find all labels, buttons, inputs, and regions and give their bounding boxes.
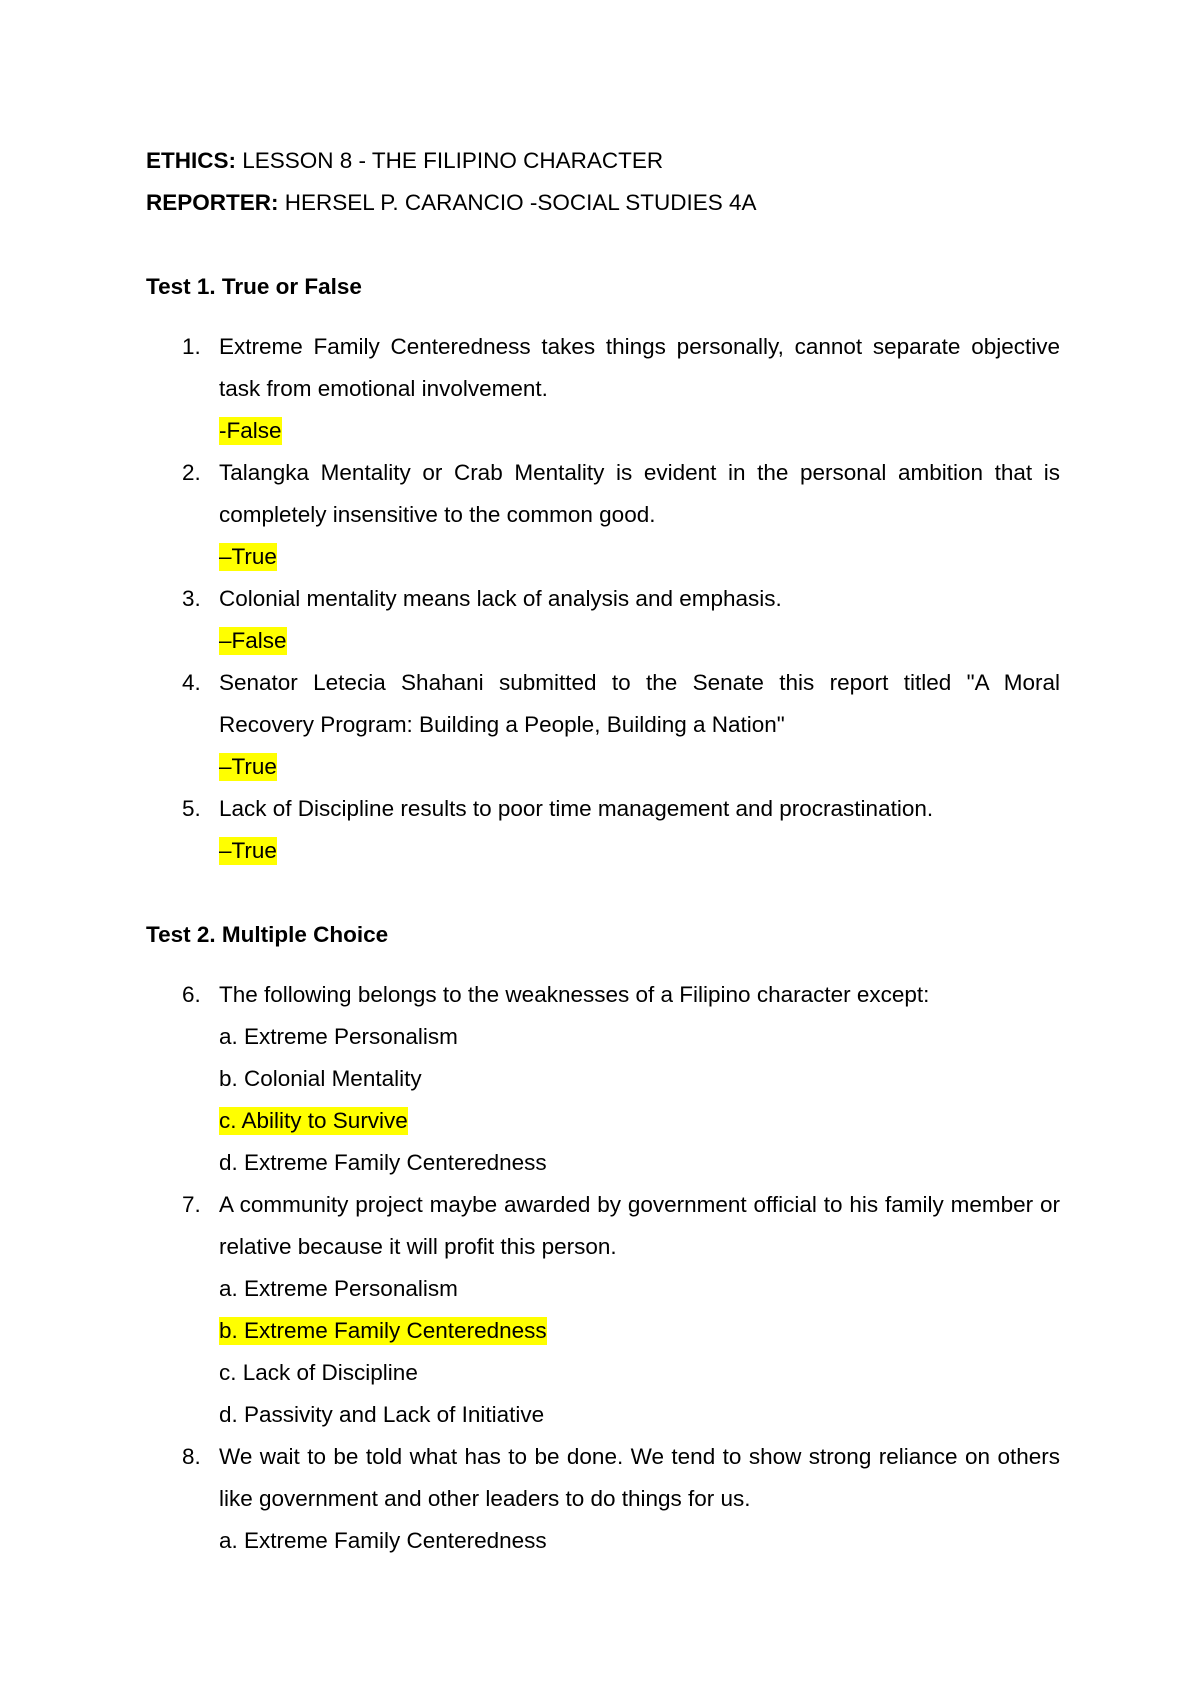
question-text: Colonial mentality means lack of analysis and emphasis.: [219, 586, 782, 611]
choice-option: b. Colonial Mentality: [219, 1066, 422, 1091]
choice-option: a. Extreme Personalism: [219, 1276, 458, 1301]
question-text: The following belongs to the weaknesses of a Filipino character except:: [219, 982, 930, 1007]
lesson-title: LESSON 8 - THE FILIPINO CHARACTER: [236, 148, 664, 173]
item-number: 2.: [182, 460, 201, 485]
test2-heading: Test 2. Multiple Choice: [146, 922, 389, 947]
item-number: 6.: [182, 982, 201, 1007]
reporter-line: [146, 182, 1060, 224]
test1-list: [146, 326, 1060, 872]
question-text: A community project maybe awarded by government official to his family member or relative because it will profit this person.: [219, 1192, 1060, 1259]
question-text: Extreme Family Centeredness takes things personally, cannot separate objective task from emotional involvement.: [219, 334, 1060, 401]
item-number: 3.: [182, 586, 201, 611]
list-item: [146, 1184, 1060, 1436]
item-number: 4.: [182, 670, 201, 695]
list-item: [146, 452, 1060, 578]
answer-highlight: –True: [219, 754, 277, 779]
list-item: [146, 578, 1060, 662]
answer-highlight: –True: [219, 544, 277, 569]
list-item: [146, 974, 1060, 1184]
list-item: [146, 788, 1060, 872]
item-number: 5.: [182, 796, 201, 821]
answer-highlight: -False: [219, 418, 282, 443]
choice-option-answer: b. Extreme Family Centeredness: [219, 1318, 547, 1343]
test2-list: [146, 974, 1060, 1562]
test1-heading: Test 1. True or False: [146, 274, 362, 299]
reporter-label: REPORTER:: [146, 190, 279, 215]
list-item: [146, 662, 1060, 788]
item-number: 7.: [182, 1192, 201, 1217]
item-number: 1.: [182, 334, 201, 359]
question-text: We wait to be told what has to be done. We tend to show strong reliance on others like government and other leaders to do things for us.: [219, 1444, 1060, 1511]
ethics-label: ETHICS:: [146, 148, 236, 173]
item-number: 8.: [182, 1444, 201, 1469]
list-item: [146, 1436, 1060, 1562]
choice-option: d. Extreme Family Centeredness: [219, 1150, 547, 1175]
answer-highlight: –False: [219, 628, 287, 653]
list-item: [146, 326, 1060, 452]
question-text: Lack of Discipline results to poor time management and procrastination.: [219, 796, 934, 821]
choice-option-answer: c. Ability to Survive: [219, 1108, 408, 1133]
title-line: [146, 140, 1060, 182]
question-text: Talangka Mentality or Crab Mentality is evident in the personal ambition that is completely insensitive to the common good.: [219, 460, 1060, 527]
document-page: [146, 140, 1060, 1562]
reporter-name: HERSEL P. CARANCIO -SOCIAL STUDIES 4A: [278, 190, 757, 215]
choice-option: a. Extreme Family Centeredness: [219, 1528, 547, 1553]
choice-option: c. Lack of Discipline: [219, 1360, 418, 1385]
choice-option: a. Extreme Personalism: [219, 1024, 458, 1049]
answer-highlight: –True: [219, 838, 277, 863]
question-text: Senator Letecia Shahani submitted to the Senate this report titled "A Moral Recovery Program: Building a People, Building a Nation": [219, 670, 1060, 737]
choice-option: d. Passivity and Lack of Initiative: [219, 1402, 545, 1427]
